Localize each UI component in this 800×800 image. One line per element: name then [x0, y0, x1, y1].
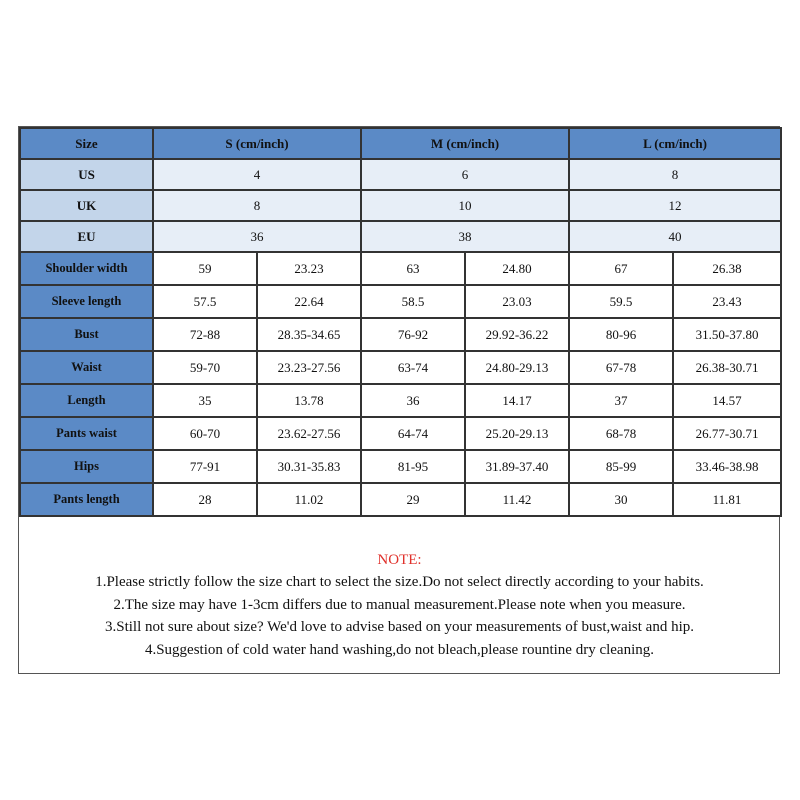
measurement-value: 23.23 [257, 252, 361, 285]
measurement-value: 11.42 [465, 483, 569, 516]
measurement-value: 68-78 [569, 417, 673, 450]
measurement-value: 30 [569, 483, 673, 516]
measurement-row [20, 483, 781, 516]
measurement-value: 31.50-37.80 [673, 318, 781, 351]
measurement-value: 29 [361, 483, 465, 516]
measurement-value: 59.5 [569, 285, 673, 318]
note-line-3: 3.Still not sure about size? We'd love to advise based on your measurements of bust,waist and hip. [104, 619, 695, 635]
region-label: US [20, 159, 153, 190]
region-label: EU [20, 221, 153, 252]
measurement-row [20, 318, 781, 351]
measurement-label: Bust [20, 318, 153, 351]
size-header: Size [20, 128, 153, 159]
size-l-header: L (cm/inch) [569, 128, 781, 159]
measurement-label: Hips [20, 450, 153, 483]
measurement-row [20, 384, 781, 417]
note-line-4: 4.Suggestion of cold water hand washing,do not bleach,please rountine dry cleaning. [144, 641, 655, 658]
measurement-value: 81-95 [361, 450, 465, 483]
region-value: 12 [569, 190, 781, 221]
measurement-value: 37 [569, 384, 673, 417]
measurement-value: 23.62-27.56 [257, 417, 361, 450]
region-value: 6 [361, 159, 569, 190]
measurement-value: 11.81 [673, 483, 781, 516]
measurement-value: 36 [361, 384, 465, 417]
region-row-uk [20, 190, 781, 221]
region-value: 8 [569, 159, 781, 190]
measurement-value: 11.02 [257, 483, 361, 516]
measurement-value: 26.38-30.71 [673, 351, 781, 384]
measurement-value: 25.20-29.13 [465, 417, 569, 450]
measurement-label: Shoulder width [20, 252, 153, 285]
measurement-value: 80-96 [569, 318, 673, 351]
measurement-value: 23.23-27.56 [257, 351, 361, 384]
region-value: 40 [569, 221, 781, 252]
measurement-value: 76-92 [361, 318, 465, 351]
measurement-value: 22.64 [257, 285, 361, 318]
measurement-value: 13.78 [257, 384, 361, 417]
measurement-value: 77-91 [153, 450, 257, 483]
region-value: 8 [153, 190, 361, 221]
region-value: 38 [361, 221, 569, 252]
measurement-value: 64-74 [361, 417, 465, 450]
measurement-value: 59 [153, 252, 257, 285]
measurement-value: 29.92-36.22 [465, 318, 569, 351]
region-value: 4 [153, 159, 361, 190]
measurement-value: 31.89-37.40 [465, 450, 569, 483]
measurement-value: 85-99 [569, 450, 673, 483]
size-m-header: M (cm/inch) [361, 128, 569, 159]
region-label: UK [20, 190, 153, 221]
size-table [19, 127, 782, 517]
measurement-value: 28.35-34.65 [257, 318, 361, 351]
measurement-value: 63 [361, 252, 465, 285]
measurement-value: 67-78 [569, 351, 673, 384]
measurement-label: Pants waist [20, 417, 153, 450]
measurement-value: 30.31-35.83 [257, 450, 361, 483]
measurement-value: 63-74 [361, 351, 465, 384]
region-row-eu [20, 221, 781, 252]
measurement-value: 57.5 [153, 285, 257, 318]
size-s-header: S (cm/inch) [153, 128, 361, 159]
notes-section [19, 536, 780, 673]
header-row [20, 128, 781, 159]
measurement-value: 58.5 [361, 285, 465, 318]
measurement-value: 14.17 [465, 384, 569, 417]
measurement-row [20, 417, 781, 450]
measurement-row [20, 252, 781, 285]
measurement-row [20, 285, 781, 318]
measurement-value: 72-88 [153, 318, 257, 351]
size-chart [18, 126, 780, 674]
region-value: 36 [153, 221, 361, 252]
measurement-label: Length [20, 384, 153, 417]
measurement-row [20, 351, 781, 384]
note-line-1: 1.Please strictly follow the size chart to select the size.Do not select directly according to your habits. [95, 574, 704, 590]
region-value: 10 [361, 190, 569, 221]
note-line-2: 2.The size may have 1-3cm differs due to manual measurement.Please note when you measure. [113, 596, 686, 613]
measurement-value: 59-70 [153, 351, 257, 384]
measurement-value: 35 [153, 384, 257, 417]
measurement-value: 67 [569, 252, 673, 285]
region-row-us [20, 159, 781, 190]
measurement-value: 23.43 [673, 285, 781, 318]
measurement-value: 24.80-29.13 [465, 351, 569, 384]
measurement-label: Pants length [20, 483, 153, 516]
measurement-label: Sleeve length [20, 285, 153, 318]
measurement-value: 14.57 [673, 384, 781, 417]
measurement-value: 33.46-38.98 [673, 450, 781, 483]
measurement-row [20, 450, 781, 483]
measurement-value: 28 [153, 483, 257, 516]
measurement-value: 23.03 [465, 285, 569, 318]
measurement-label: Waist [20, 351, 153, 384]
measurement-value: 60-70 [153, 417, 257, 450]
measurement-value: 26.38 [673, 252, 781, 285]
note-title: NOTE: [377, 552, 422, 568]
measurement-value: 26.77-30.71 [673, 417, 781, 450]
measurement-value: 24.80 [465, 252, 569, 285]
